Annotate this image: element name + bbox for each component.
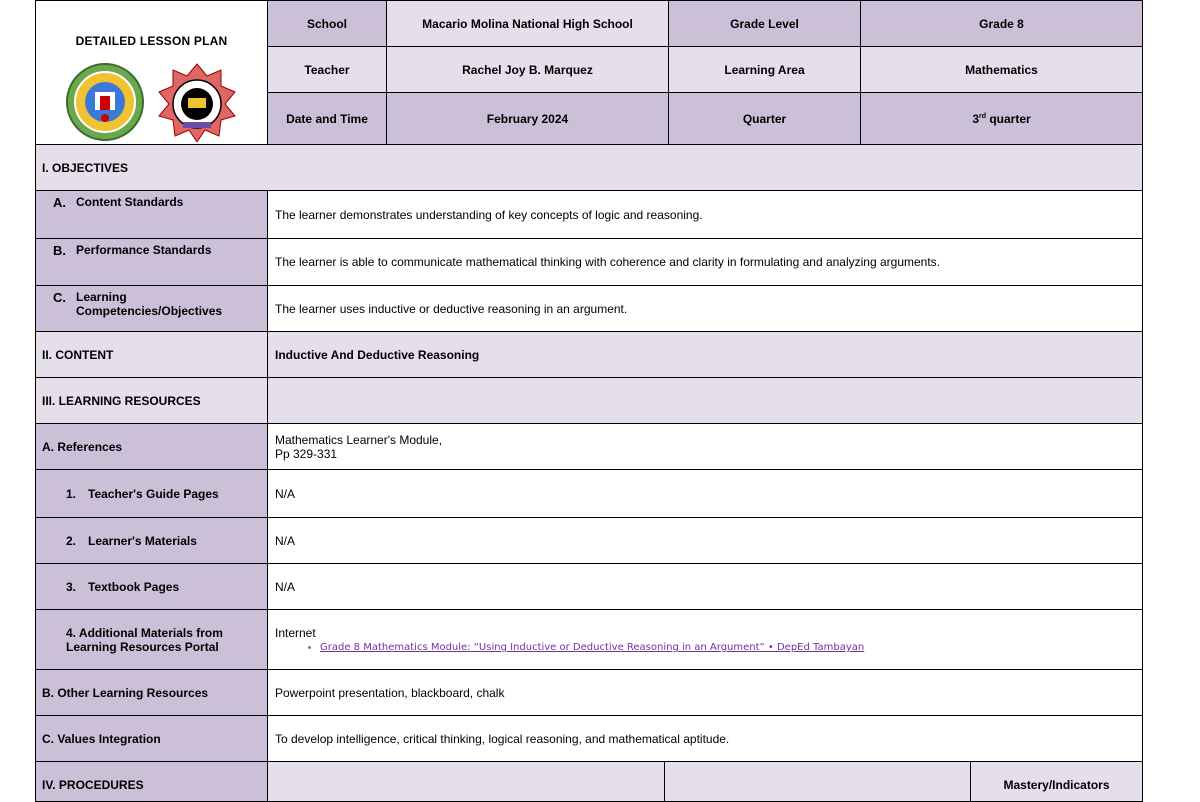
quarter-number: 3 — [972, 111, 979, 126]
procedures-col2 — [268, 762, 665, 802]
date-time-label: Date and Time — [268, 93, 387, 145]
item-letter: A. — [53, 195, 66, 210]
item-number: 1. — [66, 486, 77, 501]
list-item — [320, 642, 1142, 653]
values-integration-label: C. Values Integration — [36, 716, 268, 762]
item-number: 3. — [66, 579, 77, 594]
content-standards-value: The learner demonstrates understanding of key concepts of logic and reasoning. — [268, 191, 1143, 239]
item-label: Learner's Materials — [88, 533, 197, 548]
teacher-value: Rachel Joy B. Marquez — [387, 47, 669, 93]
teachers-guide-value: N/A — [268, 470, 1143, 518]
lesson-plan-body-table — [35, 144, 1143, 762]
procedures-table — [35, 761, 1143, 802]
additional-materials-value — [268, 610, 1143, 670]
deped-tambayan-module-link[interactable]: Grade 8 Mathematics Module: “Using Inductive or Deductive Reasoning in an Argument” • DepEd Tambayan — [320, 642, 865, 653]
learning-competencies-label — [36, 286, 268, 332]
references-value — [268, 424, 1143, 470]
mastery-indicators-header: Mastery/Indicators — [971, 762, 1143, 802]
deped-division-seal-logo — [155, 62, 239, 142]
references-line1: Mathematics Learner's Module, — [275, 432, 443, 447]
lesson-plan-document — [35, 0, 1142, 792]
grade-level-value: Grade 8 — [861, 1, 1143, 47]
school-label: School — [268, 1, 387, 47]
references-label: A. References — [36, 424, 268, 470]
quarter-value — [861, 93, 1143, 145]
learners-materials-label — [36, 518, 268, 564]
values-integration-value: To develop intelligence, critical thinking, logical reasoning, and mathematical aptitude. — [268, 716, 1143, 762]
learning-area-value: Mathematics — [861, 47, 1143, 93]
school-value: Macario Molina National High School — [387, 1, 669, 47]
other-resources-value: Powerpoint presentation, blackboard, chalk — [268, 670, 1143, 716]
school-seal-logo — [65, 62, 145, 142]
additional-label-line1: 4. Additional Materials from — [66, 625, 223, 640]
document-title: DETAILED LESSON PLAN — [75, 34, 228, 48]
learning-competencies-value: The learner uses inductive or deductive reasoning in an argument. — [268, 286, 1143, 332]
item-label: Textbook Pages — [88, 579, 180, 594]
learning-resources-blank — [268, 378, 1143, 424]
learning-resources-heading: III. LEARNING RESOURCES — [36, 378, 268, 424]
textbook-pages-value: N/A — [268, 564, 1143, 610]
logo-title-cell — [36, 1, 268, 145]
objectives-heading: I. OBJECTIVES — [36, 145, 1143, 191]
learners-materials-value: N/A — [268, 518, 1143, 564]
other-resources-label: B. Other Learning Resources — [36, 670, 268, 716]
learning-area-label: Learning Area — [669, 47, 861, 93]
content-value: Inductive And Deductive Reasoning — [268, 332, 1143, 378]
item-label: Content Standards — [76, 195, 184, 209]
item-label-line2: Competencies/Objectives — [76, 304, 223, 318]
performance-standards-label — [36, 239, 268, 286]
teacher-label: Teacher — [268, 47, 387, 93]
item-number: 2. — [66, 533, 77, 548]
performance-standards-value: The learner is able to communicate mathematical thinking with coherence and clarity in formulating and analyzing arguments. — [268, 239, 1143, 286]
item-label-line1: Learning — [76, 290, 127, 304]
procedures-label: IV. PROCEDURES — [36, 762, 268, 802]
additional-label-line2: Learning Resources Portal — [66, 639, 219, 654]
procedures-col3 — [665, 762, 971, 802]
quarter-ordinal: rd — [979, 112, 986, 120]
quarter-text: quarter — [986, 111, 1031, 126]
item-letter: B. — [53, 243, 66, 258]
teachers-guide-label — [36, 470, 268, 518]
textbook-pages-label — [36, 564, 268, 610]
references-line2: Pp 329-331 — [275, 446, 338, 461]
item-label: Teacher's Guide Pages — [88, 486, 219, 501]
item-label: Performance Standards — [76, 243, 212, 257]
lesson-plan-header-table — [35, 0, 1143, 145]
link-list — [275, 642, 1142, 653]
additional-materials-label — [36, 610, 268, 670]
additional-value: Internet — [275, 626, 316, 640]
grade-level-label: Grade Level — [669, 1, 861, 47]
item-letter: C. — [53, 290, 66, 305]
content-standards-label — [36, 191, 268, 239]
date-time-value: February 2024 — [387, 93, 669, 145]
quarter-label: Quarter — [669, 93, 861, 145]
content-label: II. CONTENT — [36, 332, 268, 378]
